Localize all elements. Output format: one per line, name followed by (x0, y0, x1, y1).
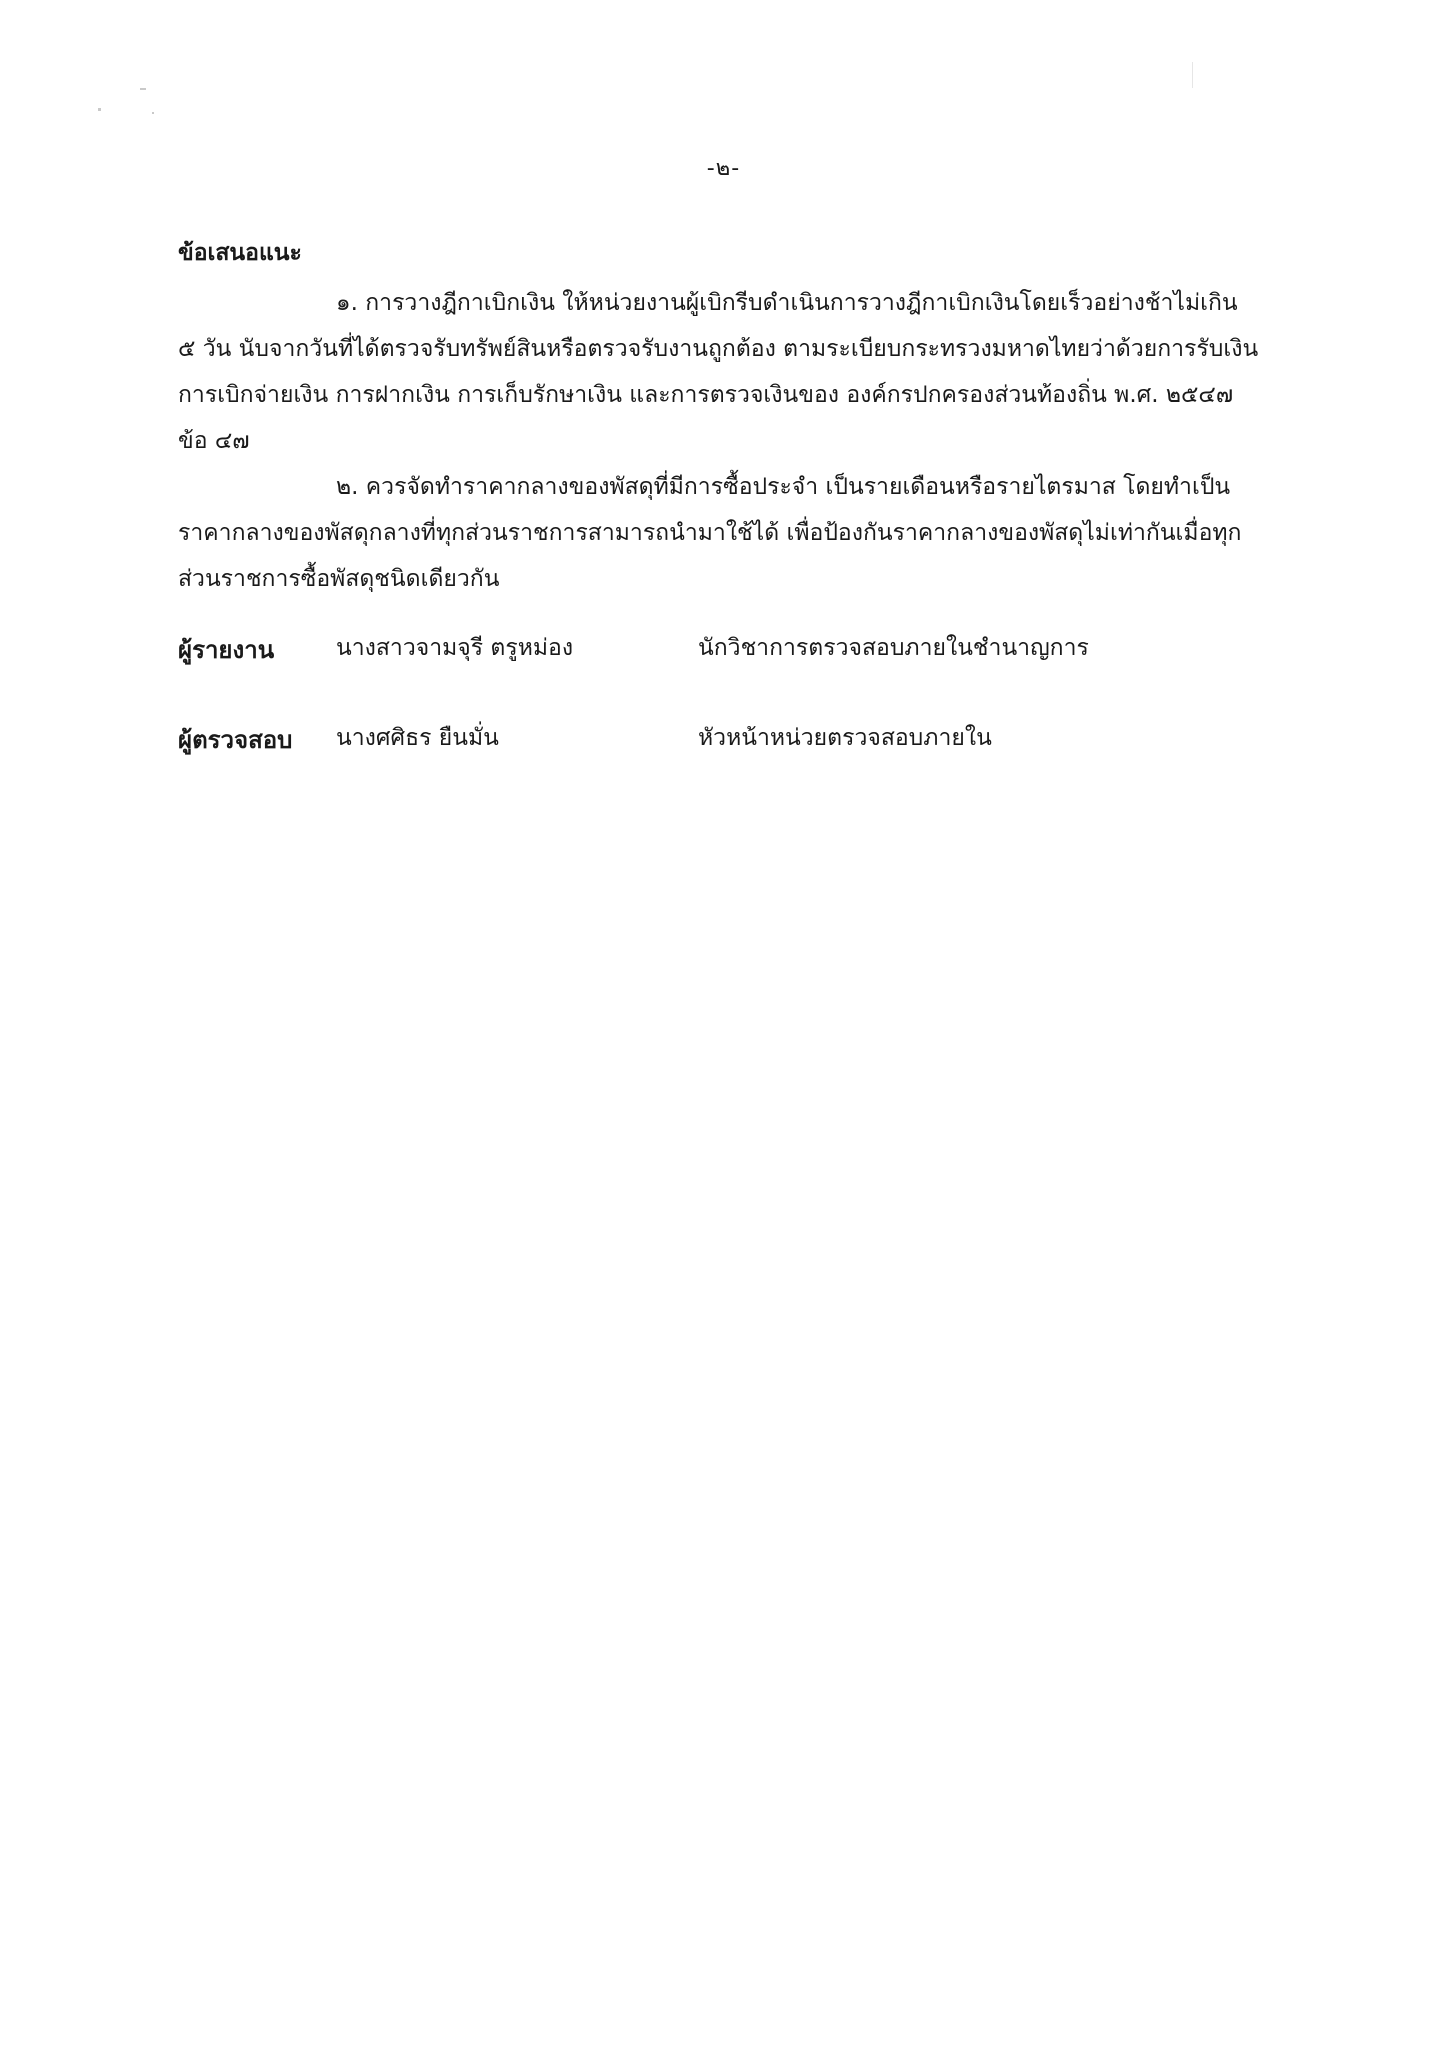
scan-speck (140, 88, 146, 90)
auditor-name: นางศศิธร ยืนมั่น (336, 725, 499, 751)
reporter-position: นักวิชาการตรวจสอบภายในชำนาญการ (698, 635, 1089, 661)
paragraph-line: ๒. ควรจัดทำราคากลางของพัสดุที่มีการซื้อประจำ เป็นรายเดือนหรือรายไตรมาส โดยทำเป็น (336, 474, 1231, 500)
scan-speck (152, 112, 154, 114)
paragraph-line: ส่วนราชการซื้อพัสดุชนิดเดียวกัน (178, 566, 500, 592)
reporter-block (178, 630, 1298, 676)
scan-edge-mark (1192, 62, 1193, 88)
paragraph-line: ข้อ ๔๗ (178, 428, 250, 454)
section-heading: ข้อเสนอแนะ (178, 240, 302, 266)
auditor-position: หัวหน้าหน่วยตรวจสอบภายใน (698, 725, 992, 751)
reporter-role: ผู้รายงาน (178, 636, 275, 664)
auditor-role: ผู้ตรวจสอบ (178, 726, 293, 754)
scan-speck (98, 108, 101, 111)
auditor-block (178, 720, 1298, 766)
recommendations-section (178, 230, 1298, 602)
reporter-name: นางสาวจามจุรี ตรูหม่อง (336, 635, 574, 661)
paragraph-line: ๕ วัน นับจากวันที่ได้ตรวจรับทรัพย์สินหรือตรวจรับงานถูกต้อง ตามระเบียบกระทรวงมหาดไทยว่าด้วยการรับเงิน (178, 336, 1259, 362)
paragraph-line: ๑. การวางฎีกาเบิกเงิน ให้หน่วยงานผู้เบิกรีบดำเนินการวางฎีกาเบิกเงินโดยเร็วอย่างช้าไม่เกิน (336, 290, 1238, 316)
page-number: -๒- (706, 156, 741, 181)
paragraph-line: การเบิกจ่ายเงิน การฝากเงิน การเก็บรักษาเงิน และการตรวจเงินของ องค์กรปกครองส่วนท้องถิ่น พ.ศ. ๒๕๔๗ (178, 382, 1234, 408)
recommendation-item-1 (178, 280, 1298, 464)
recommendation-item-2 (178, 464, 1298, 602)
paragraph-line: ราคากลางของพัสดุกลางที่ทุกส่วนราชการสามารถนำมาใช้ได้ เพื่อป้องกันราคากลางของพัสดุไม่เท่ากันเมื่อทุก (178, 520, 1242, 546)
